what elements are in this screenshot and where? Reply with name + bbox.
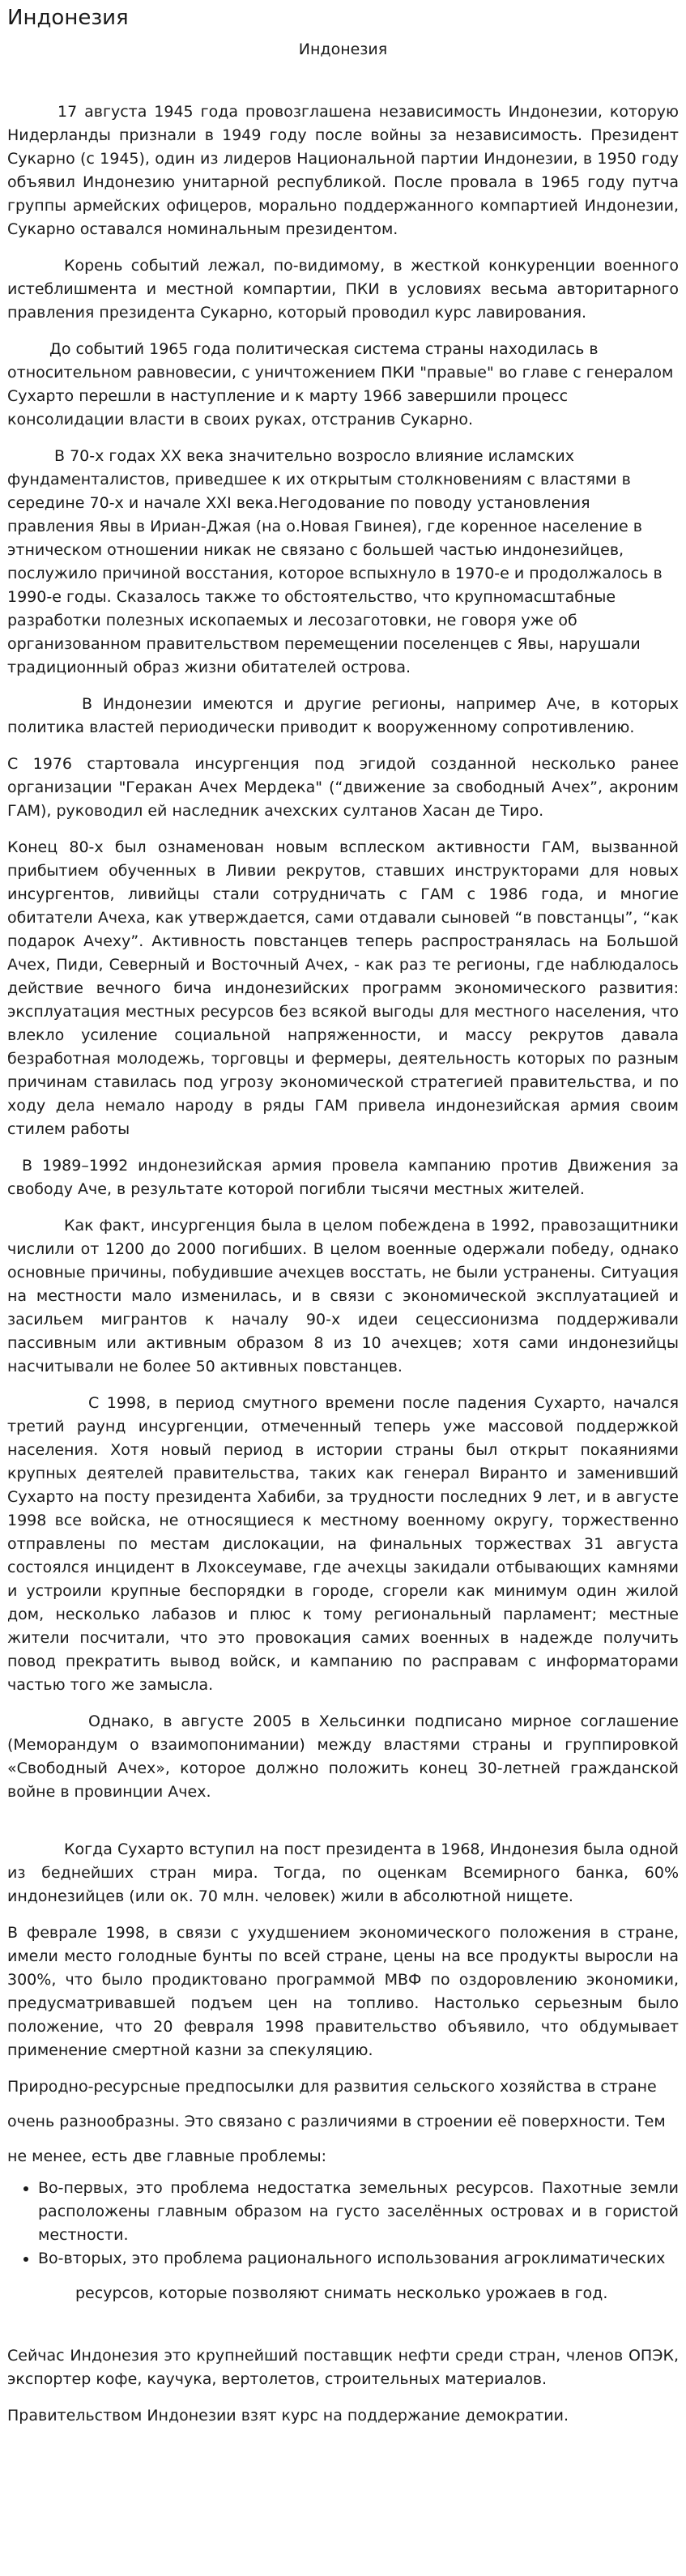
document-title: Индонезия — [298, 41, 388, 58]
paragraph-1965: До событий 1965 года политическая система страны находилась в относительном равновесии, с уничтожением ПКИ "правые" во главе с генералом Сухарто перешли в наступление и к марту 1966 завершили процесс консолидации власти в своих руках, отстранив Сукарно. — [7, 340, 674, 429]
paragraph-independence: 17 августа 1945 года провозглашена независимость Индонезии, которую Нидерланды признали в 1949 году после войны за независимость. Президент Сукарно (с 1945), один из лидеров Национальной партии Индонезии, в 1950 году объявил Индонезию унитарной республикой. После провала в 1965 году путча группы армейских офицеров, морально поддержанного компартией Индонезии, Сукарно оставался номинальным президентом. — [7, 103, 679, 238]
paragraph-resources-line3: не менее, есть две главные проблемы: — [7, 2147, 327, 2165]
list-item: • Во-вторых, это проблема рационального использования агроклиматических — [38, 2247, 679, 2271]
paragraph-democracy: Правительством Индонезии взят курс на поддержание демократии. — [7, 2407, 569, 2425]
paragraph-1976: С 1976 стартовала инсургенция под эгидой созданной несколько ранее организации "Геракан Ачех Мердека" (“движение за свободный Ачех”, акроним ГАМ), руководил ей наследник ачехских султанов Хасан де Тиро. — [7, 755, 679, 820]
paragraph-late-80s: Конец 80-х был ознаменован новым всплеском активности ГАМ, вызванной прибытием обученных в Ливии рекрутов, ставших инструкторами для новых инсургентов, ливийцы стали сотрудничать с ГАМ с 1986 года, и многие обитатели Ачеха, как утверждается, сами отдавали сыновей “в повстанцы”, “как подарок Ачеху”. Активность повстанцев теперь распространялась на Большой Ачех, Пиди, Северный и Восточный Ачех, - как раз те регионы, где наблюдалось действие вечного бича индонезийских программ экономического развития: эксплуатация местных ресурсов без всякой выгоды для местного населения, что влекло усиление социальной напряженности, и массу рекрутов давала безработная молодежь, торговцы и фермеры, деятельность которых по разным причинам ставилась под угрозу экономической стратегией правительства, и по ходу дела немало народу в ряды ГАМ привела индонезийская армия своим стилем работы — [7, 838, 679, 1138]
paragraph-1970s: В 70-х годах XX века значительно возросло влияние исламских фундаменталистов, приведшее к их открытым столкновениям с властями в середине 70-х и начале XXI века.Негодование по поводу установления правления Явы в Ириан-Джая (на о.Новая Гвинея), где коренное население в этническом отношении никак не связано с большей частью индонезийцев, послужило причиной восстания, которое вспыхнуло в 1970-е и продолжалось в 1990-е годы. Сказалось также то обстоятельство, что крупномасштабные разработки полезных ископаемых и лесозаготовки, не говоря уже об организованном правительством перемещении поселенцев с Явы, нарушали традиционный образ жизни обитателей острова. — [7, 447, 663, 676]
paragraph-suharto: Когда Сухарто вступил на пост президента в 1968, Индонезия была одной из беднейших стран мира. Тогда, по оценкам Всемирного банка, 60% индонезийцев (или ок. 70 млн. человек) жили в абсолютной нищете. — [7, 1840, 679, 1905]
paragraph-1998: С 1998, в период смутного времени после падения Сухарто, начался третий раунд инсургенции, отмеченный теперь уже массовой поддержкой населения. Хотя новый период в истории страны был открыт покаяниями крупных деятелей правительства, таких как генерал Виранто и заменивший Сухарто на посту президента Хабиби, за трудности последних 9 лет, и в августе 1998 все войска, не относящиеся к местному военному округу, торжественно отправлены по местам дислокации, на финальных торжествах 31 августа состоялся инцидент в Лхоксеумаве, где ачехцы закидали отбывающих камнями и устроили крупные беспорядки в городе, сгорели как минимум один жилой дом, несколько лабазов и плюс к тому региональный парламент; местные жители посчитали, что это провокация самих военных в надежде получить повод прекратить вывод войск, и кампанию по расправам с информаторами частью того же замысла. — [7, 1394, 679, 1694]
paragraph-regions: В Индонезии имеются и другие регионы, например Аче, в которых политика властей периодически приводит к вооруженному сопротивлению. — [7, 695, 679, 736]
paragraph-1992: Как факт, инсургенция была в целом побеждена в 1992, правозащитники числили от 1200 до 2000 погибших. В целом военные одержали победу, однако основные причины, побудившие ачехцев восстать, не были устранены. Ситуация на местности мало изменилась, и в связи с экономической эксплуатацией и засильем мигрантов к началу 90-х идеи сецессионизма поддерживали пассивным или активным образом 8 из 10 ачехцев; хотя сами индонезийцы насчитывали не более 50 активных повстанцев. — [7, 1217, 679, 1375]
spacer — [7, 2271, 679, 2282]
paragraph-resources-line2: очень разнообразны. Это связано с различиями в строении её поверхности. Тем — [7, 2113, 666, 2130]
page-header-title: Индонезия — [7, 6, 129, 30]
spacer — [7, 1804, 679, 1838]
paragraph-roots: Корень событий лежал, по-видимому, в жесткой конкуренции военного истеблишмента и местной компартии, ПКИ в условиях весьма авторитарного правления президента Сукарно, который проводил курс лавирования. — [7, 257, 679, 322]
paragraph-1989: В 1989–1992 индонезийская армия провела кампанию против Движения за свободу Аче, в результате которой погибли тысячи местных жителей. — [7, 1157, 679, 1198]
paragraph-2005: Однако, в августе 2005 в Хельсинки подписано мирное соглашение (Меморандум о взаимопонимании) между властями страны и группировкой «Свободный Ачех», которое должно положить конец 30-летней гражданской войне в провинции Ачех. — [7, 1712, 679, 1801]
paragraph-feb-1998: В феврале 1998, в связи с ухудшением экономического положения в стране, имели место голодные бунты по всей стране, цены на все продукты выросли на 300%, что было продиктовано программой МВФ по оздоровлению экономики, предусматривавшей подъем цен на топливо. Настолько серьезным было положение, что 20 февраля 1998 правительство объявило, что обдумывает применение смертной казни за спекуляцию. — [7, 1924, 679, 2059]
problems-list — [7, 2177, 679, 2271]
paragraph-resources-line1: Природно-ресурсные предпосылки для развития сельского хозяйства в стране — [7, 2078, 657, 2096]
spacer — [7, 2305, 679, 2344]
paragraph-oil: Сейчас Индонезия это крупнейший поставщик нефти среди стран, членов ОПЭК, экспортер кофе, каучука, вертолетов, строительных материалов. — [7, 2347, 679, 2388]
list-item: • Во-первых, это проблема недостатка земельных ресурсов. Пахотные земли расположены главным образом на густо заселённых островах и в гористой местности. — [38, 2177, 679, 2247]
list-continuation: ресурсов, которые позволяют снимать несколько урожаев в год. — [75, 2284, 608, 2302]
